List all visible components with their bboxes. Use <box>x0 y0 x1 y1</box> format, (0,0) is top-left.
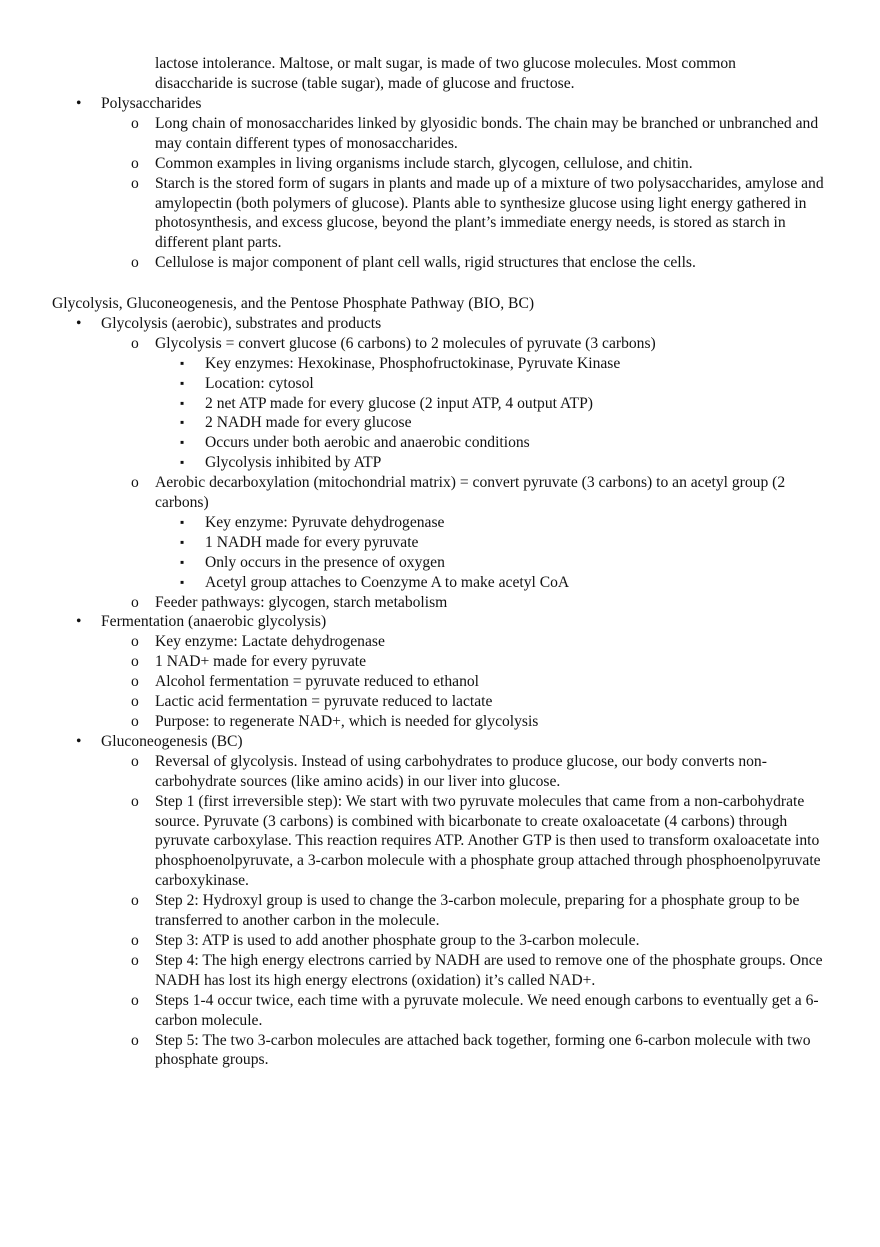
decarboxylation-point: Key enzyme: Pyruvate dehydrogenase <box>205 513 445 531</box>
subsub-item <box>0 573 880 593</box>
gluconeogenesis-item: Step 1 (first irreversible step): We start with two pyruvate molecules that came from a non-carbohydrate source. Pyruvate (3 carbons) is combined with bicarbonate to create oxaloacetate (4 carbons) through pyruvate carboxylase. This reaction requires ATP. Another GTP is then used to transform oxaloacetate into phosphoenolpyruvate, a 3-carbon molecule with a phosphate group attached through phosphoenolpyruvate carboxykinase. <box>155 792 821 890</box>
subsub-item <box>0 513 880 533</box>
feeder-pathways: Feeder pathways: glycogen, starch metabolism <box>155 593 448 611</box>
decarboxylation-point: Acetyl group attaches to Coenzyme A to make acetyl CoA <box>205 573 570 591</box>
decarboxylation-definition: Aerobic decarboxylation (mitochondrial matrix) = convert pyruvate (3 carbons) to an acetyl group (2 carbons) <box>155 474 786 512</box>
gluconeogenesis-item: Reversal of glycolysis. Instead of using carbohydrates to produce glucose, our body converts non-carbohydrate sources (like amino acids) in our liver into glucose. <box>155 752 767 790</box>
bullet-item <box>0 314 880 334</box>
sub-marker: o <box>131 931 139 949</box>
square-marker: ▪ <box>180 355 185 370</box>
metabolism-section <box>0 294 880 1070</box>
subsub-item <box>0 533 880 553</box>
square-marker: ▪ <box>180 455 185 470</box>
glycolysis-point: Occurs under both aerobic and anaerobic conditions <box>205 434 530 452</box>
sub-item <box>0 792 880 892</box>
fermentation-item: Key enzyme: Lactate dehydrogenase <box>155 633 385 651</box>
square-marker: ▪ <box>180 395 185 410</box>
square-marker: ▪ <box>180 375 185 390</box>
sub-marker: o <box>131 951 139 969</box>
sub-marker: o <box>131 633 139 651</box>
glycolysis-point: Key enzymes: Hexokinase, Phosphofructokinase, Pyruvate Kinase <box>205 354 621 372</box>
sub-item <box>0 114 880 154</box>
sub-marker: o <box>131 693 139 711</box>
sub-item <box>0 473 880 513</box>
sub-item <box>0 951 880 991</box>
sub-item <box>0 991 880 1031</box>
subsub-item <box>0 374 880 394</box>
sub-item <box>0 672 880 692</box>
bullet-marker: • <box>76 732 82 750</box>
gluconeogenesis-item: Steps 1-4 occur twice, each time with a pyruvate molecule. We need enough carbons to eventually get a 6-carbon molecule. <box>155 991 819 1029</box>
sub-marker: o <box>131 653 139 671</box>
sub-item <box>0 154 880 174</box>
sub-marker: o <box>131 254 139 272</box>
glycolysis-point: 2 NADH made for every glucose <box>205 414 412 432</box>
bullet-marker: • <box>76 613 82 631</box>
fermentation-item: Lactic acid fermentation = pyruvate reduced to lactate <box>155 693 493 711</box>
sub-marker: o <box>131 1031 139 1049</box>
sub-item <box>0 712 880 732</box>
subsub-item <box>0 553 880 573</box>
glycolysis-definition: Glycolysis = convert glucose (6 carbons) to 2 molecules of pyruvate (3 carbons) <box>155 334 656 352</box>
square-marker: ▪ <box>180 435 185 450</box>
sub-marker: o <box>131 713 139 731</box>
gluconeogenesis-item: Step 5: The two 3-carbon molecules are attached back together, forming one 6-carbon molecule with two phosphate groups. <box>155 1031 811 1069</box>
glycolysis-title: Glycolysis (aerobic), substrates and products <box>101 314 382 332</box>
gluconeogenesis-item: Step 2: Hydroxyl group is used to change the 3-carbon molecule, preparing for a phosphate group to be transferred to another carbon in the molecule. <box>155 892 800 930</box>
polysaccharides-section <box>0 94 880 273</box>
polysaccharides-item: Cellulose is major component of plant cell walls, rigid structures that enclose the cells. <box>155 254 696 272</box>
glycolysis-point: Glycolysis inhibited by ATP <box>205 454 382 472</box>
subsub-item <box>0 433 880 453</box>
carryover-line: disaccharide is sucrose (table sugar), made of glucose and fructose. <box>155 74 575 92</box>
sub-item <box>0 632 880 652</box>
sub-marker: o <box>131 892 139 910</box>
polysaccharides-item: Starch is the stored form of sugars in plants and made up of a mixture of two polysaccharides, amylose and amylopectin (both polymers of glucose). Plants able to synthesize glucose using light energy gathered in photosynthesis, and excess glucose, beyond the plant’s immediate energy needs, is stored as starch in different plant parts. <box>155 174 824 252</box>
square-marker: ▪ <box>180 514 185 529</box>
fermentation-item: 1 NAD+ made for every pyruvate <box>155 653 367 671</box>
subsub-item <box>0 413 880 433</box>
sub-item <box>0 593 880 613</box>
fermentation-title: Fermentation (anaerobic glycolysis) <box>101 613 327 631</box>
polysaccharides-item: Common examples in living organisms include starch, glycogen, cellulose, and chitin. <box>155 154 693 172</box>
sub-marker: o <box>131 474 139 492</box>
sub-marker: o <box>131 174 139 192</box>
sub-item <box>0 334 880 354</box>
sub-marker: o <box>131 752 139 770</box>
sub-item <box>0 174 880 254</box>
subsub-item <box>0 394 880 414</box>
bullet-marker: • <box>76 314 82 332</box>
glycolysis-point: 2 net ATP made for every glucose (2 input ATP, 4 output ATP) <box>205 394 593 412</box>
subsub-item <box>0 354 880 374</box>
sub-marker: o <box>131 991 139 1009</box>
sub-item <box>0 891 880 931</box>
sub-marker: o <box>131 673 139 691</box>
subsub-item <box>0 453 880 473</box>
section-heading: Glycolysis, Gluconeogenesis, and the Pentose Phosphate Pathway (BIO, BC) <box>52 295 535 312</box>
sub-item <box>0 652 880 672</box>
glycolysis-point: Location: cytosol <box>205 374 314 392</box>
bullet-item <box>0 94 880 114</box>
carryover-line: lactose intolerance. Maltose, or malt sugar, is made of two glucose molecules. Most common <box>155 55 736 72</box>
sub-item <box>0 931 880 951</box>
decarboxylation-point: Only occurs in the presence of oxygen <box>205 553 445 571</box>
sub-item <box>0 692 880 712</box>
sub-marker: o <box>131 114 139 132</box>
gluconeogenesis-item: Step 4: The high energy electrons carried by NADH are used to remove one of the phosphate groups. Once NADH has lost its high energy electrons (oxidation) it’s called NAD+. <box>155 951 823 989</box>
gluconeogenesis-item: Step 3: ATP is used to add another phosphate group to the 3-carbon molecule. <box>155 931 640 949</box>
decarboxylation-point: 1 NADH made for every pyruvate <box>205 533 419 551</box>
sub-marker: o <box>131 792 139 810</box>
fermentation-item: Alcohol fermentation = pyruvate reduced to ethanol <box>155 673 480 691</box>
sub-marker: o <box>131 154 139 172</box>
sub-item <box>0 752 880 792</box>
polysaccharides-title: Polysaccharides <box>101 95 202 112</box>
square-marker: ▪ <box>180 534 185 549</box>
sub-item <box>0 253 880 273</box>
bullet-item <box>0 732 880 752</box>
polysaccharides-item: Long chain of monosaccharides linked by glyosidic bonds. The chain may be branched or unbranched and may contain different types of monosaccharides. <box>155 114 819 152</box>
fermentation-item: Purpose: to regenerate NAD+, which is needed for glycolysis <box>155 713 539 731</box>
gluconeogenesis-title: Gluconeogenesis (BC) <box>101 732 243 750</box>
bullet-item <box>0 612 880 632</box>
square-marker: ▪ <box>180 415 185 430</box>
bullet-marker: • <box>76 95 82 112</box>
sub-item <box>0 1031 880 1071</box>
sub-marker: o <box>131 593 139 611</box>
carryover-paragraph <box>0 54 880 94</box>
square-marker: ▪ <box>180 554 185 569</box>
sub-marker: o <box>131 334 139 352</box>
square-marker: ▪ <box>180 574 185 589</box>
